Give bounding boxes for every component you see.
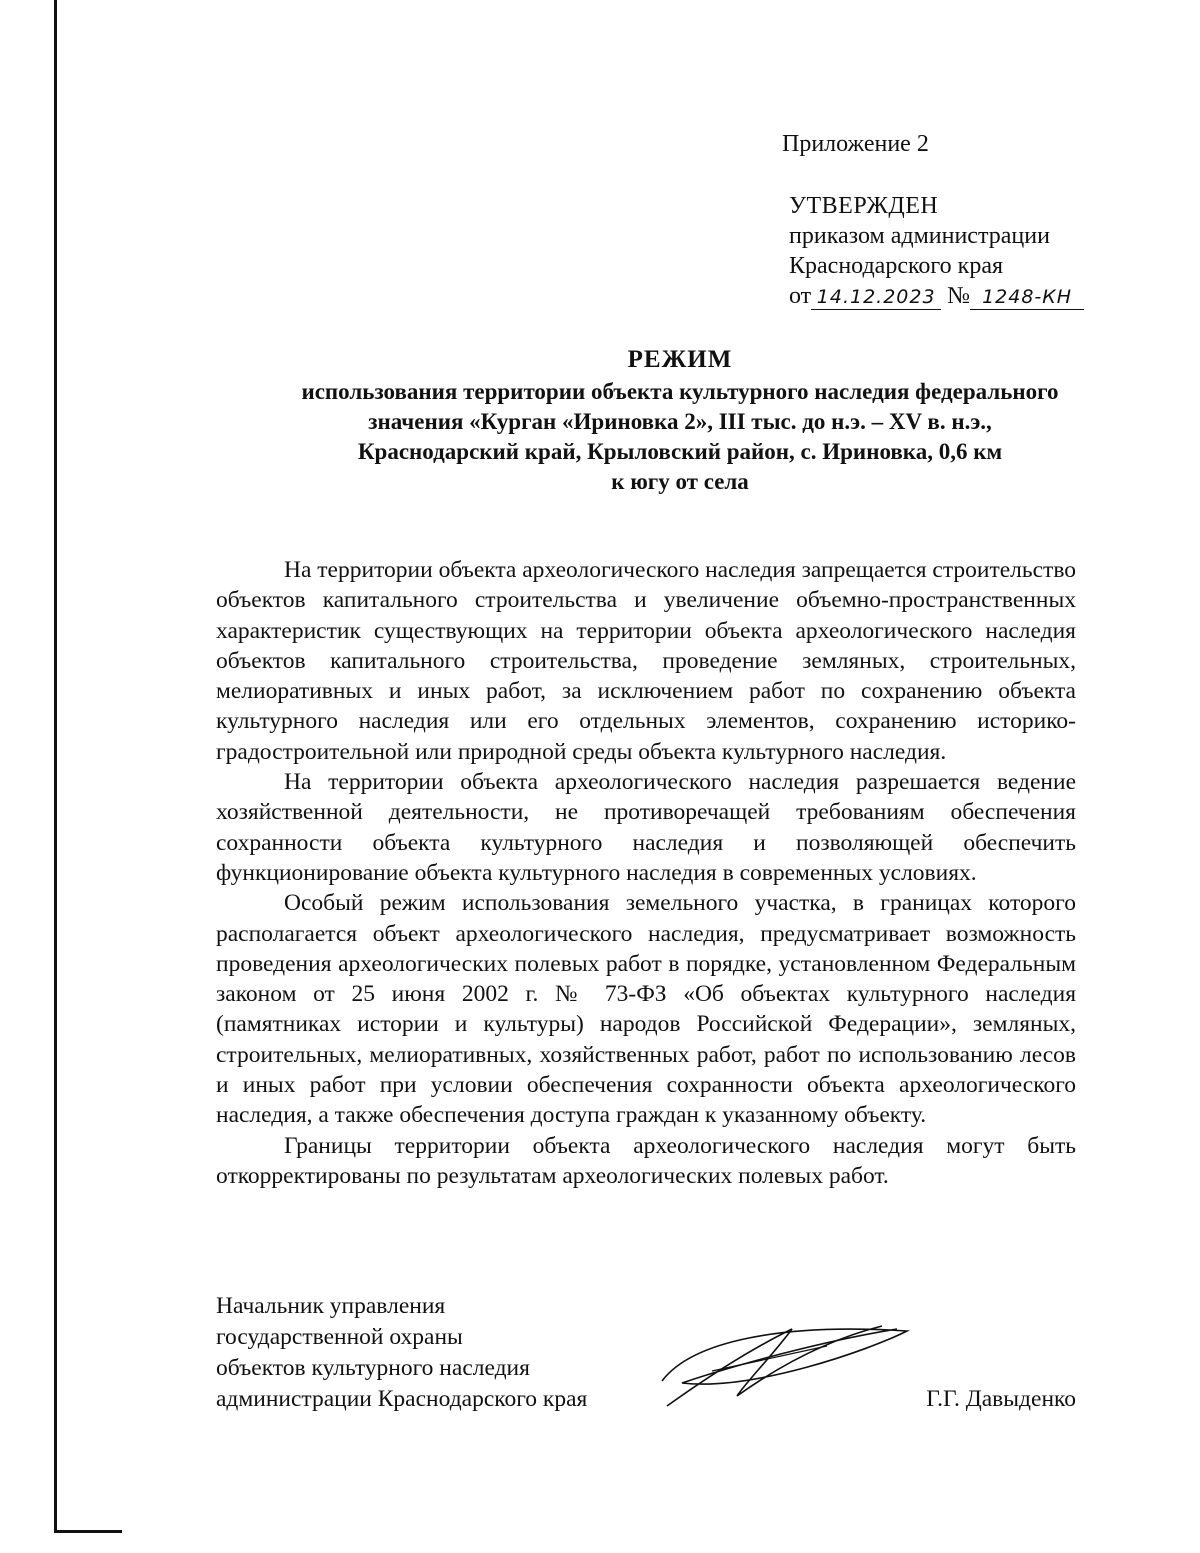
title-line-2: значения «Курган «Ириновка 2», III тыс. до н.э. – XV в. н.э., [368,409,992,434]
order-date-handwritten: 14.12.2023 [811,285,941,310]
date-prefix: от [789,283,812,309]
approved-by-line-1: приказом администрации [789,223,1050,249]
title-line-3: Краснодарский край, Крыловский район, с. Ириновка, 0,6 км [357,439,1003,464]
document-title [180,345,1180,497]
order-date-number-line [789,281,1142,311]
approved-by-line-2: Краснодарского края [789,253,1004,279]
title-line-4: к югу от села [611,469,749,494]
order-number-handwritten: 1248-КН [970,285,1084,310]
paragraph-prohibitions: На территории объекта археологического наследия запрещается строительство объектов капитального строительства и увеличение объемно-пространственных характеристик существующих на территории объекта археологического наследия объектов капитального строительства, проведение земляных, строительных, мелиоративных и иных работ, за исключением работ по сохранению объекта культурного наследия или его отдельных элементов, сохранению историко-градостроительной или природной среды объекта культурного наследия. [216,557,1076,765]
paragraph-special-regime: Особый режим использования земельного участка, в границах которого располагается объект археологического наследия, предусматривает возможность проведения археологических полевых работ в порядке, установленном Федеральным законом от 25 июня 2002 г. № 73-ФЗ «Об объектах культурного наследия (памятниках истории и культуры) народов Российской Федерации», земляных, строительных, мелиоративных, хозяйственных работ, работ по использованию лесов и иных работ при условии обеспечения сохранности объекта археологического наследия, а также обеспечения доступа граждан к указанному объекту. [216,890,1076,1129]
approved-label: УТВЕРЖДЕН [789,193,939,219]
scan-border-left [54,0,57,1532]
scan-border-bottom [54,1530,122,1533]
signer-position-line-4: администрации Краснодарского края [216,1386,588,1412]
title-line-1: использования территории объекта культурного наследия федерального [301,379,1059,404]
document-body [216,555,1076,1191]
title-main: РЕЖИМ [627,346,733,373]
signature-block [216,1291,1076,1441]
signer-position-line-1: Начальник управления [216,1293,446,1319]
number-prefix: № [947,283,971,309]
handwritten-signature [652,1301,922,1411]
paragraph-permitted-activity: На территории объекта археологического наследия разрешается ведение хозяйственной деятельности, не противоречащей требованиям обеспечения сохранности объекта культурного наследия и позволяющей обеспечить функционирование объекта культурного наследия в современных условиях. [216,769,1076,886]
approval-block [782,129,1142,311]
signer-position [216,1291,656,1415]
appendix-label: Приложение 2 [782,131,929,157]
paragraph-boundaries: Границы территории объекта археологического наследия могут быть откорректированы по результатам археологических полевых работ. [216,1132,1076,1189]
signer-position-line-3: объектов культурного наследия [216,1355,530,1381]
signer-position-line-2: государственной охраны [216,1324,463,1350]
signer-name: Г.Г. Давыденко [926,1386,1076,1412]
